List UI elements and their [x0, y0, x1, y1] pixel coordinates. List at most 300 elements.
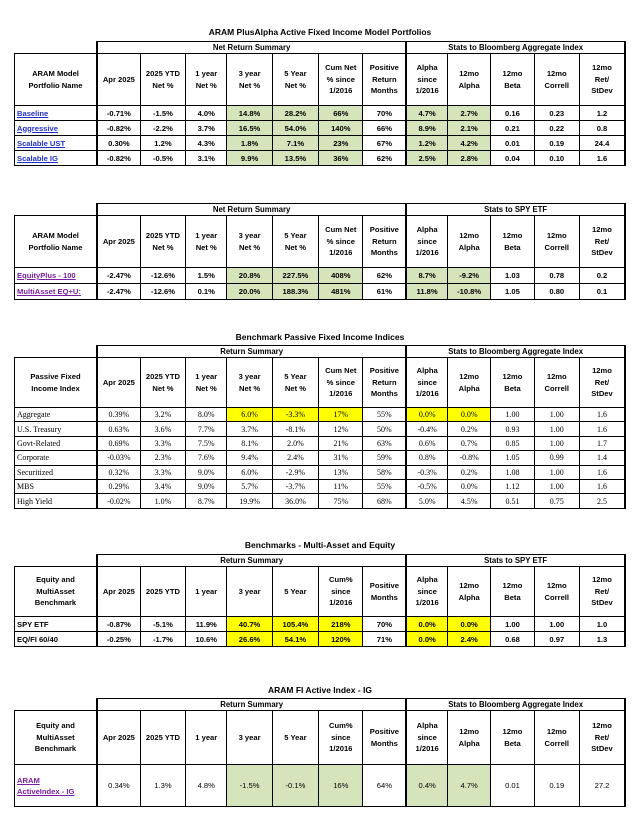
table-cell: -2.9%	[272, 465, 318, 479]
table-cell: 4.0%	[186, 106, 227, 121]
group-header-returns: Return Summary	[97, 699, 406, 711]
table-cell: 63%	[363, 436, 406, 450]
table-cell: -8.1%	[272, 422, 318, 436]
column-header: Cum Net % since 1/2016	[319, 216, 363, 268]
table-cell: 1.00	[534, 408, 579, 422]
table-cell: 1.3%	[140, 765, 185, 807]
table-cell: 11%	[319, 479, 363, 493]
table-cell: 3.7%	[186, 121, 227, 136]
table-cell: 0.0%	[406, 632, 447, 647]
table-cell: 2.7%	[447, 106, 490, 121]
group-header-blank	[15, 346, 97, 358]
table-cell: 0.34%	[97, 765, 140, 807]
table-cell: 0.2%	[448, 422, 491, 436]
table-cell: 0.2%	[448, 465, 491, 479]
table-cell: 17%	[319, 408, 363, 422]
group-header-returns: Net Return Summary	[97, 204, 406, 216]
table-cell: 4.2%	[447, 136, 490, 151]
table-cell: 9.0%	[186, 465, 227, 479]
table-cell: 1.00	[534, 465, 579, 479]
table-cell: -12.6%	[140, 284, 185, 300]
column-header: 2025 YTD	[140, 711, 185, 765]
table-cell: 0.8	[579, 121, 625, 136]
table-row	[15, 494, 626, 508]
row-name-cell	[15, 121, 97, 136]
table-cell: 70%	[363, 106, 406, 121]
table-cell: 1.7	[579, 436, 625, 450]
row-name-cell: EQ/FI 60/40	[15, 632, 97, 647]
table-cell: 36%	[319, 151, 363, 166]
column-header: 12mo Correll	[534, 711, 579, 765]
table-cell: -1.5%	[227, 765, 272, 807]
row-name-cell: U.S. Treasury	[15, 422, 97, 436]
table-cell: 64%	[363, 765, 406, 807]
column-header: 12mo Beta	[491, 216, 534, 268]
portfolio-link[interactable]: Aggressive	[17, 123, 58, 133]
table-cell: 0.19	[534, 136, 579, 151]
table-cell: -0.02%	[97, 494, 140, 508]
section-title-multi-asset: Benchmarks - Multi-Asset and Equity	[244, 540, 396, 550]
column-header: 1 year	[186, 567, 227, 617]
table-cell: 2.4%	[448, 632, 491, 647]
table-cell: 0.99	[534, 451, 579, 465]
table-cell: 408%	[319, 268, 363, 284]
table-cell: 0.63%	[97, 422, 140, 436]
table-cell: 7.7%	[186, 422, 227, 436]
column-header: 12mo Correll	[534, 567, 579, 617]
column-header: Alpha since 1/2016	[406, 711, 447, 765]
table-cell: -5.1%	[140, 617, 185, 632]
table-cell: 3.7%	[227, 422, 272, 436]
table-cell: 140%	[319, 121, 363, 136]
column-header: 12mo Ret/ StDev	[579, 358, 625, 408]
column-header: 12mo Correll	[534, 216, 579, 268]
table-cell: 13.5%	[272, 151, 318, 166]
row-name-cell	[15, 151, 97, 166]
table-cell: 75%	[319, 494, 363, 508]
table-cell: 2.8%	[447, 151, 490, 166]
column-header-row	[15, 216, 626, 268]
column-header: Positive Months	[363, 567, 406, 617]
table-cell: 13%	[319, 465, 363, 479]
row-name-cell: Corporate	[15, 451, 97, 465]
table-cell: 1.00	[534, 479, 579, 493]
table-cell: -0.1%	[272, 765, 318, 807]
table-cell: 0.22	[534, 121, 579, 136]
column-header-row	[15, 358, 626, 408]
table-row	[15, 151, 626, 166]
group-header-blank	[15, 42, 97, 54]
table-cell: 2.4%	[272, 451, 318, 465]
column-header: 2025 YTD Net %	[140, 216, 185, 268]
column-header: 3 year Net %	[227, 54, 272, 106]
portfolio-link[interactable]: MultiAsset EQ+U:	[17, 287, 81, 296]
table-cell: 1.6	[579, 408, 625, 422]
table-cell: 0.93	[491, 422, 534, 436]
group-header-row	[15, 204, 626, 216]
column-header: Apr 2025	[97, 711, 140, 765]
portfolio-link[interactable]: Scalable UST	[17, 138, 66, 148]
table-cell: 54.0%	[272, 121, 318, 136]
table-cell: 1.2%	[140, 136, 185, 151]
table-cell: 4.8%	[186, 765, 227, 807]
group-header-blank	[15, 555, 97, 567]
table-cell: 1.6	[579, 465, 625, 479]
column-header: Alpha since 1/2016	[406, 216, 447, 268]
table-cell: 8.9%	[406, 121, 447, 136]
column-header: 1 year Net %	[186, 358, 227, 408]
column-header: Apr 2025	[97, 567, 140, 617]
table-cell: 5.0%	[406, 494, 447, 508]
table-cell: 1.4	[579, 451, 625, 465]
group-header-returns: Return Summary	[97, 346, 406, 358]
table-cell: 1.8%	[227, 136, 272, 151]
portfolio-link[interactable]: ActiveIndex - IG	[17, 786, 75, 796]
table-cell: 0.39%	[97, 408, 140, 422]
table-cell: 55%	[363, 479, 406, 493]
column-header: 12mo Ret/ StDev	[579, 711, 625, 765]
table-cell: 0.0%	[448, 479, 491, 493]
table-cell: -0.3%	[406, 465, 447, 479]
table-cell: -0.5%	[140, 151, 185, 166]
table-cell: 1.0%	[140, 494, 185, 508]
column-header: Passive Fixed Income Index	[15, 358, 97, 408]
column-header: ARAM Model Portfolio Name	[15, 216, 97, 268]
table-cell: 0.2	[579, 268, 625, 284]
multi-asset-table	[14, 554, 626, 647]
table-row	[15, 121, 626, 136]
table-cell: 0.85	[491, 436, 534, 450]
table-cell: 1.2%	[406, 136, 447, 151]
table-cell: 4.5%	[448, 494, 491, 508]
table-cell: 10.6%	[186, 632, 227, 647]
table-cell: 2.3%	[140, 451, 185, 465]
table-cell: 2.5	[579, 494, 625, 508]
group-header-row	[15, 42, 626, 54]
group-header-stats: Stats to SPY ETF	[406, 204, 625, 216]
table-cell: 0.7%	[448, 436, 491, 450]
table-cell: 31%	[319, 451, 363, 465]
table-cell: 50%	[363, 422, 406, 436]
table-cell: 0.01	[491, 136, 534, 151]
table-cell: 1.0	[579, 617, 625, 632]
column-header: 2025 YTD	[140, 567, 185, 617]
table-cell: 1.00	[534, 617, 579, 632]
column-header: 2025 YTD Net %	[140, 358, 185, 408]
column-header: 3 year	[227, 711, 272, 765]
column-header: 12mo Alpha	[447, 216, 490, 268]
table-cell: 1.00	[491, 617, 534, 632]
table-cell: 11.9%	[186, 617, 227, 632]
table-cell: -1.7%	[140, 632, 185, 647]
group-header-blank	[15, 699, 97, 711]
table-cell: 1.00	[534, 436, 579, 450]
table-cell: 71%	[363, 632, 406, 647]
column-header-row	[15, 54, 626, 106]
table-cell: 0.75	[534, 494, 579, 508]
table-cell: -0.25%	[97, 632, 140, 647]
table-cell: 4.7%	[406, 106, 447, 121]
column-header: 5 Year Net %	[272, 54, 318, 106]
group-header-row	[15, 699, 626, 711]
row-name-cell: Securitized	[15, 465, 97, 479]
table-cell: -2.47%	[97, 268, 140, 284]
column-header: 1 year Net %	[186, 54, 227, 106]
table-cell: 6.0%	[227, 408, 272, 422]
column-header: Positive Months	[363, 711, 406, 765]
table-cell: 3.4%	[140, 479, 185, 493]
column-header: Cum% since 1/2016	[319, 567, 363, 617]
table-cell: 40.7%	[227, 617, 272, 632]
table-cell: 0.8%	[406, 451, 447, 465]
table-row	[15, 408, 626, 422]
table-cell: 0.19	[534, 765, 579, 807]
table-cell: 3.6%	[140, 422, 185, 436]
column-header: Positive Return Months	[363, 216, 406, 268]
table-cell: 1.05	[491, 451, 534, 465]
table-cell: 105.4%	[272, 617, 318, 632]
table-cell: -10.8%	[447, 284, 490, 300]
table-row	[15, 284, 626, 300]
column-header: Positive Return Months	[363, 54, 406, 106]
group-header-returns: Return Summary	[97, 555, 406, 567]
table-cell: 0.1%	[186, 284, 227, 300]
table-cell: 4.7%	[448, 765, 491, 807]
column-header: 1 year Net %	[186, 216, 227, 268]
row-name-cell	[15, 136, 97, 151]
table-cell: 0.0%	[406, 617, 447, 632]
row-name-cell	[15, 268, 97, 284]
row-name-cell: Aggregate	[15, 408, 97, 422]
column-header: 12mo Ret/ StDev	[579, 567, 625, 617]
table-cell: 2.1%	[447, 121, 490, 136]
table-cell: 9.4%	[227, 451, 272, 465]
row-name-cell: Govt-Related	[15, 436, 97, 450]
table-cell: 1.00	[491, 408, 534, 422]
table-cell: 188.3%	[272, 284, 318, 300]
table-cell: 0.21	[491, 121, 534, 136]
column-header: 2025 YTD Net %	[140, 54, 185, 106]
fi-active-index-table	[14, 698, 626, 807]
table-row	[15, 136, 626, 151]
column-header: 3 year	[227, 567, 272, 617]
table-cell: 481%	[319, 284, 363, 300]
table-cell: 120%	[319, 632, 363, 647]
table-cell: 1.12	[491, 479, 534, 493]
column-header: 5 Year	[272, 711, 318, 765]
table-cell: 1.03	[491, 268, 534, 284]
column-header: 12mo Alpha	[448, 711, 491, 765]
table-cell: 54.1%	[272, 632, 318, 647]
table-cell: 0.51	[491, 494, 534, 508]
benchmark-fi-table	[14, 345, 626, 509]
table-cell: 0.1	[579, 284, 625, 300]
group-header-stats: Stats to Bloomberg Aggregate Index	[406, 699, 625, 711]
column-header: Positive Return Months	[363, 358, 406, 408]
group-header-stats: Stats to Bloomberg Aggregate Index	[406, 42, 625, 54]
group-header-returns: Net Return Summary	[97, 42, 406, 54]
column-header: 12mo Beta	[491, 54, 534, 106]
row-name-cell	[15, 284, 97, 300]
table-cell: -9.2%	[447, 268, 490, 284]
table-cell: 8.1%	[227, 436, 272, 450]
column-header: 12mo Alpha	[447, 54, 490, 106]
column-header: Cum Net % since 1/2016	[319, 358, 363, 408]
table-cell: 1.2	[579, 106, 625, 121]
table-cell: 0.0%	[406, 408, 447, 422]
table-cell: 1.6	[579, 422, 625, 436]
table-cell: 0.97	[534, 632, 579, 647]
portfolio-link[interactable]: Baseline	[17, 108, 49, 118]
row-name-cell: SPY ETF	[15, 617, 97, 632]
table-cell: -0.71%	[97, 106, 140, 121]
table-cell: 66%	[363, 121, 406, 136]
column-header: 3 year Net %	[227, 358, 272, 408]
table-cell: -0.87%	[97, 617, 140, 632]
table-cell: 23%	[319, 136, 363, 151]
portfolio-link[interactable]: EquityPlus - 100	[17, 271, 76, 280]
column-header: Apr 2025	[97, 54, 140, 106]
section-title-fi-active-index: ARAM FI Active Index - IG	[267, 685, 373, 695]
column-header: 5 Year Net %	[272, 216, 318, 268]
table-cell: 4.3%	[186, 136, 227, 151]
table-row	[15, 436, 626, 450]
table-cell: 20.8%	[227, 268, 272, 284]
table-cell: 62%	[363, 268, 406, 284]
column-header: Cum% since 1/2016	[319, 711, 363, 765]
table-cell: 16%	[319, 765, 363, 807]
column-header: ARAM Model Portfolio Name	[15, 54, 97, 106]
table-cell: 0.16	[491, 106, 534, 121]
table-cell: 6.0%	[227, 465, 272, 479]
table-row	[15, 451, 626, 465]
column-header: Apr 2025	[97, 216, 140, 268]
column-header: 12mo Alpha	[448, 358, 491, 408]
column-header: Equity and MultiAsset Benchmark	[15, 567, 97, 617]
column-header: 12mo Correll	[534, 54, 579, 106]
table-cell: 11.8%	[406, 284, 447, 300]
table-cell: 0.01	[491, 765, 534, 807]
table-cell: 0.78	[534, 268, 579, 284]
table-cell: 59%	[363, 451, 406, 465]
group-header-row	[15, 346, 626, 358]
table-cell: 0.69%	[97, 436, 140, 450]
table-cell: 2.5%	[406, 151, 447, 166]
table-cell: 0.23	[534, 106, 579, 121]
column-header: 1 year	[186, 711, 227, 765]
table-cell: 0.10	[534, 151, 579, 166]
table-cell: 62%	[363, 151, 406, 166]
table-row	[15, 268, 626, 284]
table-cell: 20.0%	[227, 284, 272, 300]
portfolio-link[interactable]: Scalable IG	[17, 153, 58, 163]
column-header: Cum Net % since 1/2016	[319, 54, 363, 106]
table-cell: 0.0%	[448, 408, 491, 422]
table-cell: 8.7%	[406, 268, 447, 284]
table-cell: 67%	[363, 136, 406, 151]
column-header: 3 year Net %	[227, 216, 272, 268]
table-cell: 0.0%	[448, 617, 491, 632]
group-header-stats: Stats to SPY ETF	[406, 555, 625, 567]
table-cell: -3.3%	[272, 408, 318, 422]
column-header-row	[15, 711, 626, 765]
table-cell: -12.6%	[140, 268, 185, 284]
group-header-stats: Stats to Bloomberg Aggregate Index	[406, 346, 625, 358]
table-cell: 26.6%	[227, 632, 272, 647]
column-header: Alpha since 1/2016	[406, 567, 447, 617]
column-header: Alpha since 1/2016	[406, 54, 447, 106]
table-cell: 0.68	[491, 632, 534, 647]
table-cell: 8.0%	[186, 408, 227, 422]
table-cell: -2.47%	[97, 284, 140, 300]
section-title-benchmark-fi: Benchmark Passive Fixed Income Indices	[235, 332, 405, 342]
table-cell: 55%	[363, 408, 406, 422]
table-cell: 2.0%	[272, 436, 318, 450]
table-cell: 9.9%	[227, 151, 272, 166]
table-cell: 0.80	[534, 284, 579, 300]
table-cell: 28.2%	[272, 106, 318, 121]
table-cell: 1.3	[579, 632, 625, 647]
table-row	[15, 765, 626, 807]
table-cell: -3.7%	[272, 479, 318, 493]
table-cell: 68%	[363, 494, 406, 508]
group-header-row	[15, 555, 626, 567]
table-cell: 0.04	[491, 151, 534, 166]
column-header: 12mo Beta	[491, 711, 534, 765]
table-cell: 66%	[319, 106, 363, 121]
table-cell: 16.5%	[227, 121, 272, 136]
table-cell: 3.3%	[140, 436, 185, 450]
column-header: 12mo Beta	[491, 358, 534, 408]
table-cell: 36.0%	[272, 494, 318, 508]
column-header: 5 Year Net %	[272, 358, 318, 408]
row-name-cell: MBS	[15, 479, 97, 493]
table-cell: 1.05	[491, 284, 534, 300]
table-row	[15, 617, 626, 632]
table-cell: 7.1%	[272, 136, 318, 151]
column-header: 12mo Beta	[491, 567, 534, 617]
table-cell: 61%	[363, 284, 406, 300]
table-cell: -1.5%	[140, 106, 185, 121]
column-header: Equity and MultiAsset Benchmark	[15, 711, 97, 765]
table-cell: -0.03%	[97, 451, 140, 465]
table-cell: 218%	[319, 617, 363, 632]
column-header: 12mo Ret/ StDev	[579, 54, 625, 106]
group-header-blank	[15, 204, 97, 216]
table-cell: 27.2	[579, 765, 625, 807]
table-cell: -0.82%	[97, 121, 140, 136]
table-cell: 70%	[363, 617, 406, 632]
table-row	[15, 479, 626, 493]
column-header: 12mo Ret/ StDev	[579, 216, 625, 268]
section-title-model-portfolios: ARAM PlusAlpha Active Fixed Income Model Portfolios	[208, 27, 432, 37]
table-cell: 3.2%	[140, 408, 185, 422]
table-cell: 14.8%	[227, 106, 272, 121]
row-name-cell	[15, 106, 97, 121]
table-cell: 227.5%	[272, 268, 318, 284]
column-header: Apr 2025	[97, 358, 140, 408]
table-cell: 12%	[319, 422, 363, 436]
table-row	[15, 632, 626, 647]
table-cell: 0.29%	[97, 479, 140, 493]
table-cell: 19.9%	[227, 494, 272, 508]
table-cell: 1.5%	[186, 268, 227, 284]
table-cell: 21%	[319, 436, 363, 450]
portfolio-link[interactable]: ARAM	[17, 775, 40, 785]
table-cell: 1.6	[579, 151, 625, 166]
table-cell: 1.08	[491, 465, 534, 479]
table-cell: 0.32%	[97, 465, 140, 479]
